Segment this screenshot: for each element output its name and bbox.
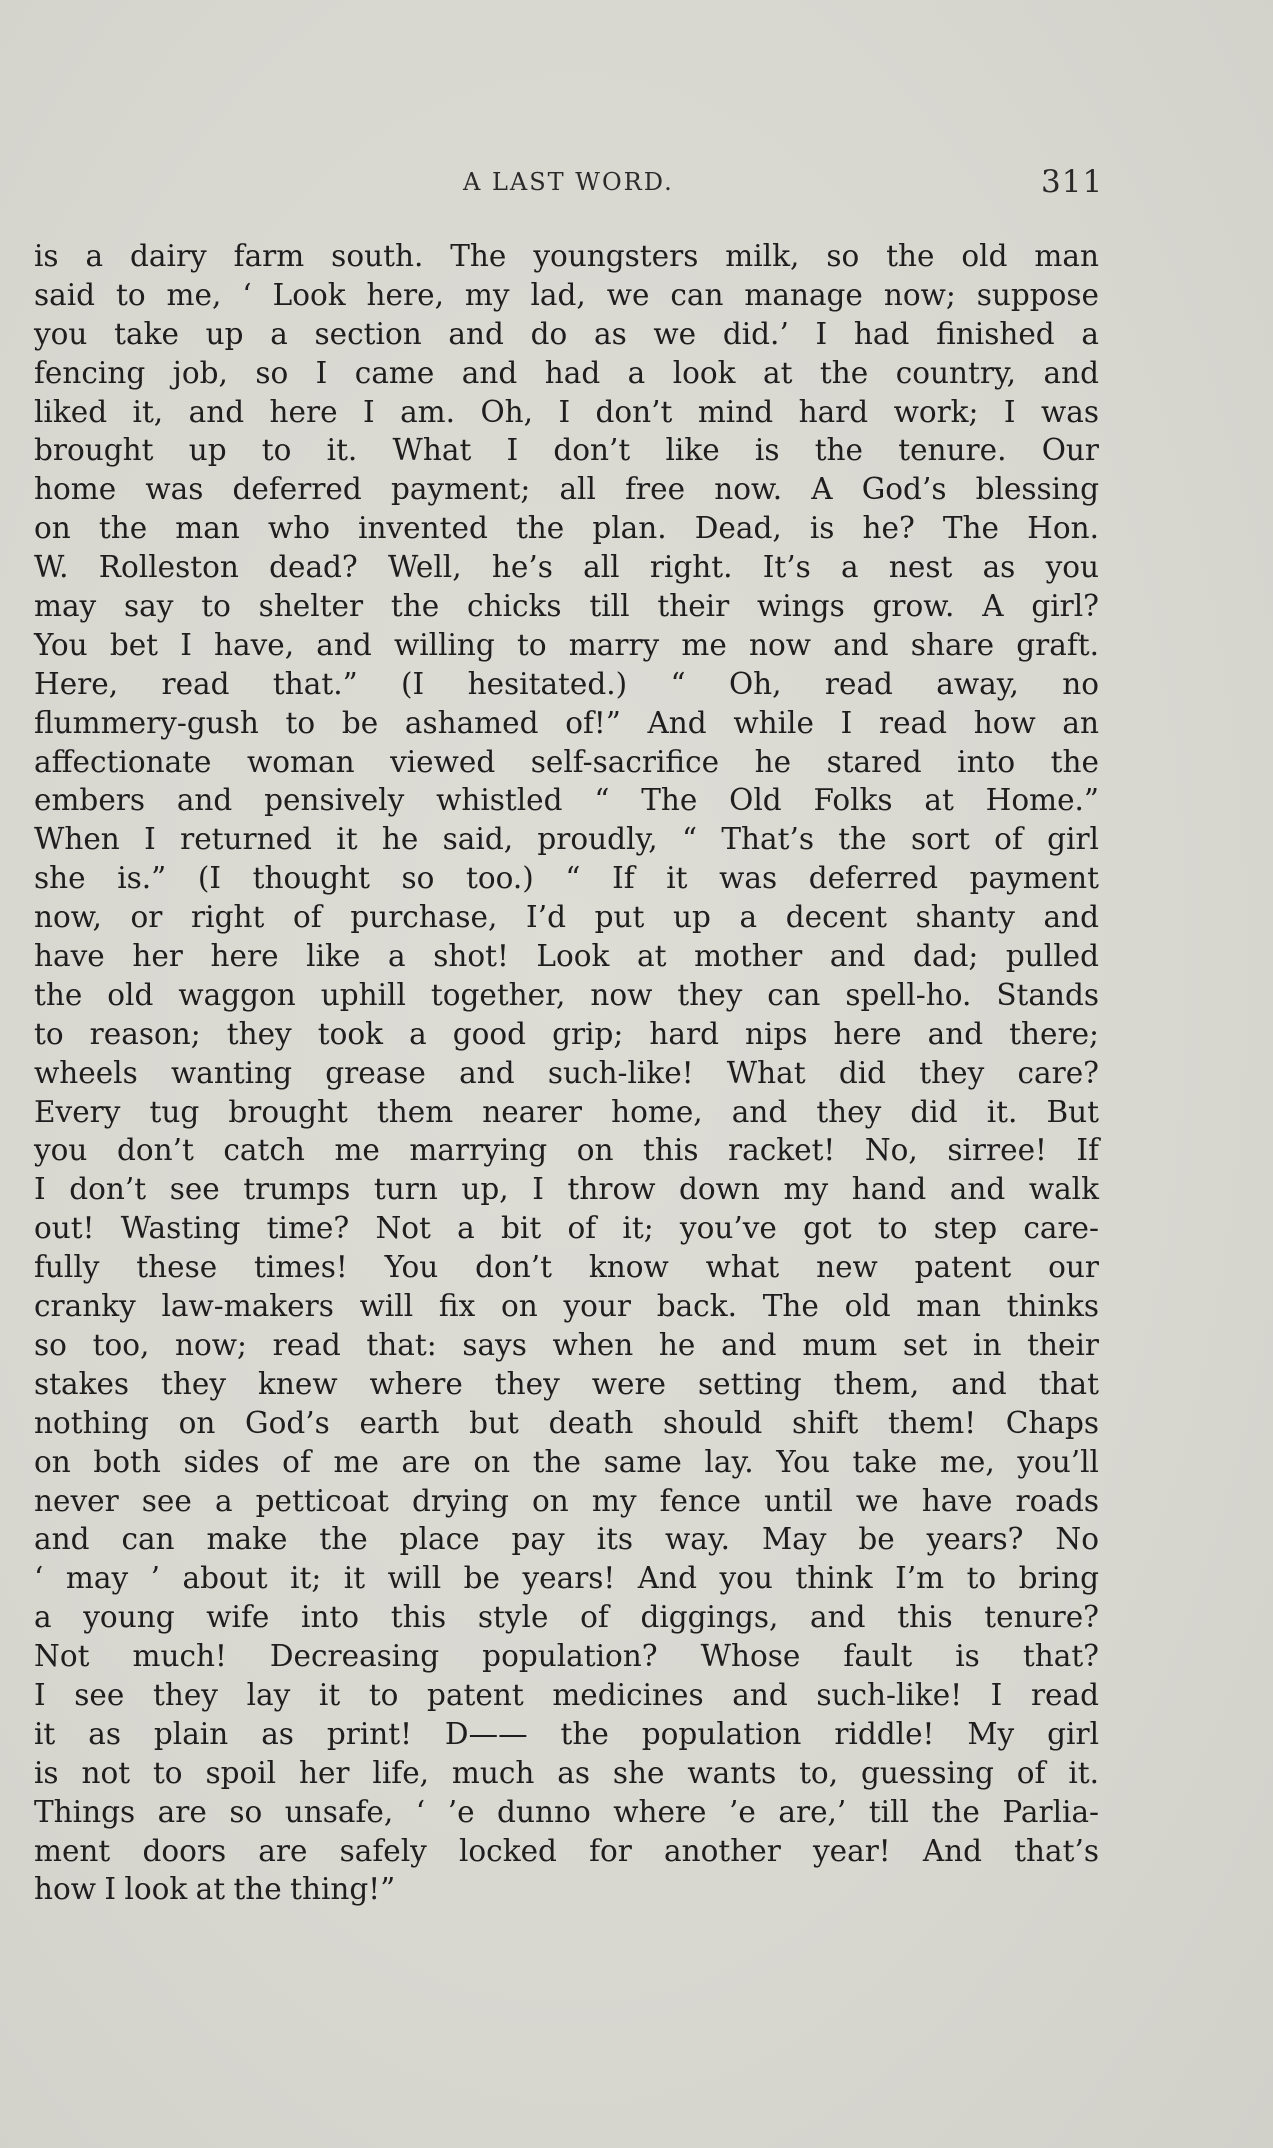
text-line: so too, now; read that: says when he and mum set in their	[34, 1327, 1099, 1362]
text-line: Not much! Decreasing population? Whose fault is that?	[34, 1639, 1099, 1674]
text-line: I see they lay it to patent medicines and such-like! I read	[34, 1677, 1099, 1712]
text-line: W. Rolleston dead? Well, he’s all right. It’s a nest as you	[34, 550, 1099, 585]
text-line: Here, read that.” (I hesitated.) “ Oh, read away, no	[34, 666, 1099, 701]
text-line: ‘ may ’ about it; it will be years! And you think I’m to bring	[34, 1561, 1099, 1596]
text-line: the old waggon uphill together, now they can spell-ho. Stands	[34, 977, 1099, 1012]
text-line: to reason; they took a good grip; hard nips here and there;	[34, 1016, 1099, 1051]
text-line: on the man who invented the plan. Dead, is he? The Hon.	[34, 511, 1099, 546]
body-text	[34, 237, 1099, 1909]
text-line: When I returned it he said, proudly, “ That’s the sort of girl	[34, 822, 1099, 857]
text-line: you take up a section and do as we did.’ I had finished a	[34, 316, 1099, 351]
text-line: wheels wanting grease and such-like! What did they care?	[34, 1055, 1099, 1090]
text-line: is not to spoil her life, much as she wants to, guessing of it.	[34, 1755, 1099, 1790]
chapter-title: A LAST WORD.	[463, 168, 674, 196]
text-line: and can make the place pay its way. May be years? No	[34, 1522, 1099, 1557]
text-line: stakes they knew where they were setting them, and that	[34, 1366, 1099, 1401]
text-line: brought up to it. What I don’t like is the tenure. Our	[34, 433, 1099, 468]
text-line: You bet I have, and willing to marry me now and share graft.	[34, 627, 1099, 662]
text-line: she is.” (I thought so too.) “ If it was deferred payment	[34, 861, 1099, 896]
text-line: said to me, ‘ Look here, my lad, we can manage now; suppose	[34, 277, 1099, 312]
text-line: flummery-gush to be ashamed of!” And while I read how an	[34, 705, 1099, 740]
text-line: ment doors are safely locked for another year! And that’s	[34, 1833, 1099, 1868]
text-line: now, or right of purchase, I’d put up a decent shanty and	[34, 900, 1099, 935]
page-number: 311	[1041, 164, 1104, 200]
text-line: Things are so unsafe, ‘ ’e dunno where ’e are,’ till the Parlia-	[34, 1794, 1099, 1829]
text-line: I don’t see trumps turn up, I throw down my hand and walk	[34, 1172, 1099, 1207]
text-line: it as plain as print! D—— the population riddle! My girl	[34, 1716, 1099, 1751]
text-line: may say to shelter the chicks till their wings grow. A girl?	[34, 589, 1099, 624]
running-header	[0, 164, 1273, 208]
text-line: fully these times! You don’t know what new patent our	[34, 1250, 1099, 1285]
text-line: a young wife into this style of diggings, and this tenure?	[34, 1600, 1099, 1635]
text-line: affectionate woman viewed self-sacrifice he stared into the	[34, 744, 1099, 779]
text-line: you don’t catch me marrying on this racket! No, sirree! If	[34, 1133, 1099, 1168]
text-line: fencing job, so I came and had a look at the country, and	[34, 355, 1099, 390]
text-line: on both sides of me are on the same lay. You take me, you’ll	[34, 1444, 1099, 1479]
text-line: home was deferred payment; all free now. A God’s blessing	[34, 472, 1099, 507]
text-line: have her here like a shot! Look at mother and dad; pulled	[34, 939, 1099, 974]
text-line: out! Wasting time? Not a bit of it; you’ve got to step care-	[34, 1211, 1099, 1246]
text-line: never see a petticoat drying on my fence until we have roads	[34, 1483, 1099, 1518]
text-line: how I look at the thing!”	[34, 1872, 396, 1907]
text-line: is a dairy farm south. The youngsters milk, so the old man	[34, 239, 1099, 273]
text-line: cranky law-makers will fix on your back. The old man thinks	[34, 1289, 1099, 1324]
text-line: liked it, and here I am. Oh, I don’t mind hard work; I was	[34, 394, 1099, 429]
text-line: nothing on God’s earth but death should shift them! Chaps	[34, 1405, 1099, 1440]
text-line: Every tug brought them nearer home, and they did it. But	[34, 1094, 1099, 1129]
text-line: embers and pensively whistled “ The Old Folks at Home.”	[34, 783, 1099, 818]
